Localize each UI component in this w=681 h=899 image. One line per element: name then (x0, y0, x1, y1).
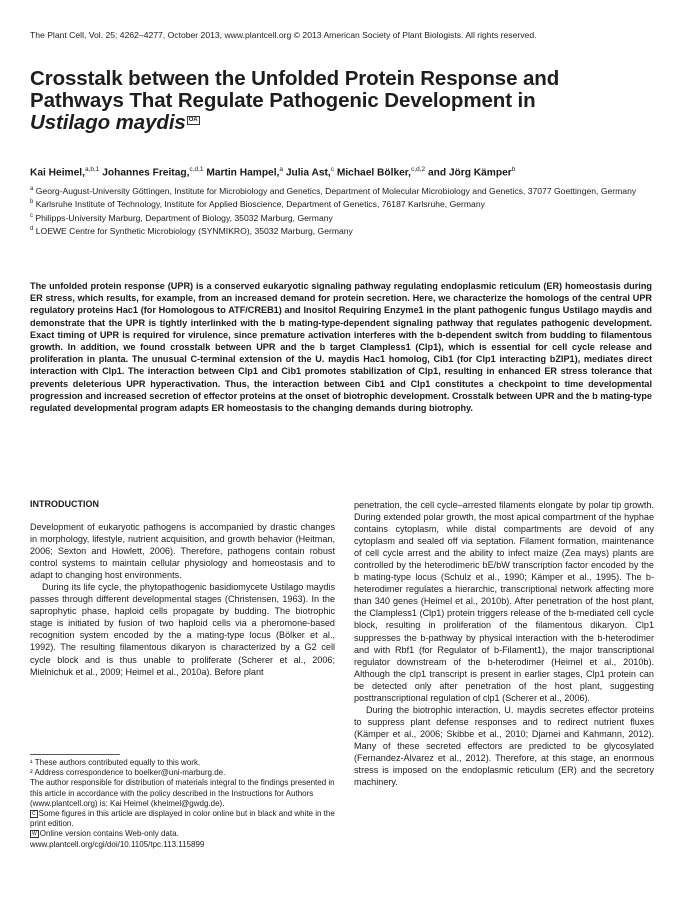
author-affil-mark: c,d,1 (189, 166, 204, 173)
affiliations (30, 184, 660, 238)
affiliation-mark: c (30, 212, 33, 219)
color-figure-icon: C (32, 810, 36, 817)
title-line-1: Crosstalk between the Unfolded Protein Response and (30, 67, 560, 90)
author-affil-mark: a (279, 166, 283, 173)
author-name: Kai Heimel, (30, 167, 85, 179)
footnote (30, 829, 335, 839)
author-name: Johannes Freitag, (99, 167, 190, 179)
author-name: Martin Hampel, (203, 167, 280, 179)
affiliation-mark: b (30, 199, 34, 206)
affiliation-item (30, 211, 660, 224)
affiliation-text: Georg-August-University Göttingen, Institute for Microbiology and Genetics, Department of Molecular Microbiology and Genetics, 37077 Goettingen, Germany (33, 185, 637, 196)
footnote (30, 809, 335, 829)
body-column-right (354, 499, 654, 788)
author-affil-mark: c (330, 166, 334, 173)
affiliation-item (30, 197, 660, 210)
author-affil-mark: b (511, 166, 516, 173)
author-name: Michael Bölker, (334, 167, 412, 179)
web-data-icon: W (32, 831, 37, 838)
affiliation-text: Karlsruhe Institute of Technology, Institute for Applied Bioscience, Department of Genetics, 76187 Karlsruhe, Germany (33, 199, 485, 210)
affiliation-mark: a (30, 186, 34, 192)
affiliation-item (30, 224, 660, 237)
author-affil-mark: c,d,2 (411, 166, 426, 173)
footnote-text: Some figures in this article are displayed in color online but in black and white in the print edition. (30, 809, 335, 829)
body-column-left (30, 521, 335, 678)
doi-link[interactable]: www.plantcell.org/cgi/doi/10.1105/tpc.113.115899 (30, 839, 205, 849)
author-affil-mark: a,b,1 (84, 166, 100, 173)
author-list (30, 166, 515, 178)
title-line-3: Ustilago maydis (30, 111, 186, 134)
abstract: The unfolded protein response (UPR) is a conserved eukaryotic signaling pathway regulating endoplasmic reticulum (ER) homeostasis during ER stress, which results, for example, from an increased demand for protein secretion. Here, we characterize the homologs of the central UPR regulatory proteins Hac1 (for Homologous to ATF/CREB1) and Inositol Requiring Enzyme1 in the plant pathogenic fungus Ustilago maydis and demonstrate that the UPR is tightly interlinked with the b mating-type-dependent signaling pathway that regulates pathogenic development. Exact timing of UPR is required for virulence, since premature activation interferes with the b-dependent switch from budding to filamentous growth. In addition, we found crosstalk between UPR and the b target Clampless1 (Clp1), which is essential for cell cycle release and proliferation in planta. The unusual C-terminal extension of the U. maydis Hac1 homolog, Cib1 (for Clp1 interacting bZIP1), mediates direct interaction with Clp1. The interaction between Clp1 and Cib1 promotes stabilization of Clp1, resulting in enhanced ER stress tolerance that prevents deleterious UPR hyperactivation. Thus, the interaction between Cib1 and Clp1 constitutes a checkpoint to time developmental progression and increased secretion of effector proteins at the onset of biotrophic development. Crosstalk between UPR and the b mating-type regulated developmental program adapts ER homeostasis to the changing demands during biotrophy. (30, 281, 652, 414)
affiliation-item (30, 184, 660, 197)
body-paragraph: penetration, the cell cycle–arrested filaments elongate by polar tip growth. During extended polar growth, the most apical compartment of the hyphae contains cytoplasm, while distal compartments are devoid of any cytoplasm and sealed off via septation. Filament formation, maintenance of cell cycle arrest and the ability to infect maize (Zea mays) plants are controlled by the heterodimeric bE/bW transcription factor encoded by the b mating-type locus (Schulz et al., 1990; Kämper et al., 1995). The b-heterodimer regulates a hierarchic, transcriptional network affecting more than 340 genes (Heimel et al., 2010b). After penetration of the host plant, the Clampless1 (Clp1) protein triggers release of the b-mediated cell cycle block, resulting in proliferation of the filamentous dikaryon. Clp1 suppresses the b-pathway by physical interaction with the b-heterodimer and with Rbf1 (for Regulator of b-Filament1), the major transcriptional regulator downstream of the b-heterodimer (Heimel et al., 2010b). Although the clp1 transcript is present in earlier stages, Clp1 protein can be detected only after penetration of the host plant, suggesting posttranscriptional regulation of clp1 (Scherer et al., 2006). (354, 500, 654, 703)
affiliation-mark: d (30, 226, 34, 233)
body-paragraph: Development of eukaryotic pathogens is accompanied by drastic changes in morphology, lifestyle, nutrient acquisition, and growth behavior (Heitman, 2006; Sexton and Howlett, 2006). Therefore, pathogens contain robust control systems to maintain cellular physiology and homeostasis and to adapt to changing host environments. (30, 522, 335, 581)
body-paragraph: During its life cycle, the phytopathogenic basidiomycete Ustilago maydis passes through different developmental stages (Christensen, 1963). In the saprophytic phase, haploid cells propagate by budding. The biotrophic stage is initiated by fusion of two haploid cells via a pheromone-based recognition system encoded by the a mating-type locus (Bölker et al., 1992). The resulting filamentous dikaryon is characterized by a G2 cell cycle block and is thus unable to proliferate (Scherer et al., 2006; Mielnichuk et al., 2009; Heimel et al., 2010a). Before plant (30, 582, 335, 677)
footnote-text: Online version contains Web-only data. (39, 829, 179, 839)
open-access-badge-icon: OA (188, 117, 198, 124)
title-line-2: Pathways That Regulate Pathogenic Development in (30, 89, 536, 112)
footnote: The author responsible for distribution of materials integral to the findings presented in this article in accordance with the policy described in the Instructions for Authors (www.plantcell.org) is: Kai Heimel (kheimel@gwdg.de). (30, 778, 335, 808)
footnotes (30, 758, 335, 850)
footnote: ² Address correspondence to boelker@uni-marburg.de. (30, 768, 226, 778)
journal-header: The Plant Cell, Vol. 25: 4262–4277, October 2013, www.plantcell.org © 2013 American Society of Plant Biologists. All rights reserved. (30, 30, 537, 40)
author-name: and Jörg Kämper (425, 167, 512, 179)
article-title (30, 68, 650, 134)
author-name: Julia Ast, (283, 167, 331, 179)
footnote-divider (30, 754, 120, 755)
body-paragraph: During the biotrophic interaction, U. maydis secretes effector proteins to suppress plant defense responses and to redirect nutrient fluxes (Kämper et al., 2006; Skibbe et al., 2010; Djamei and Kahmann, 2012). Many of these secreted effectors are predicted to be glycosylated (Fernandez-Alvarez et al., 2012). Therefore, at this stage, an enormous stress is imposed on the endoplasmic reticulum (ER) and the secretory machinery. (354, 704, 654, 788)
footnote: ¹ These authors contributed equally to this work. (30, 758, 201, 767)
affiliation-text: Philipps-University Marburg, Department of Biology, 35032 Marburg, Germany (33, 212, 333, 223)
section-heading-introduction: INTRODUCTION (30, 499, 99, 509)
affiliation-text: LOEWE Centre for Synthetic Microbiology (SYNMIKRO), 35032 Marburg, Germany (33, 226, 353, 237)
